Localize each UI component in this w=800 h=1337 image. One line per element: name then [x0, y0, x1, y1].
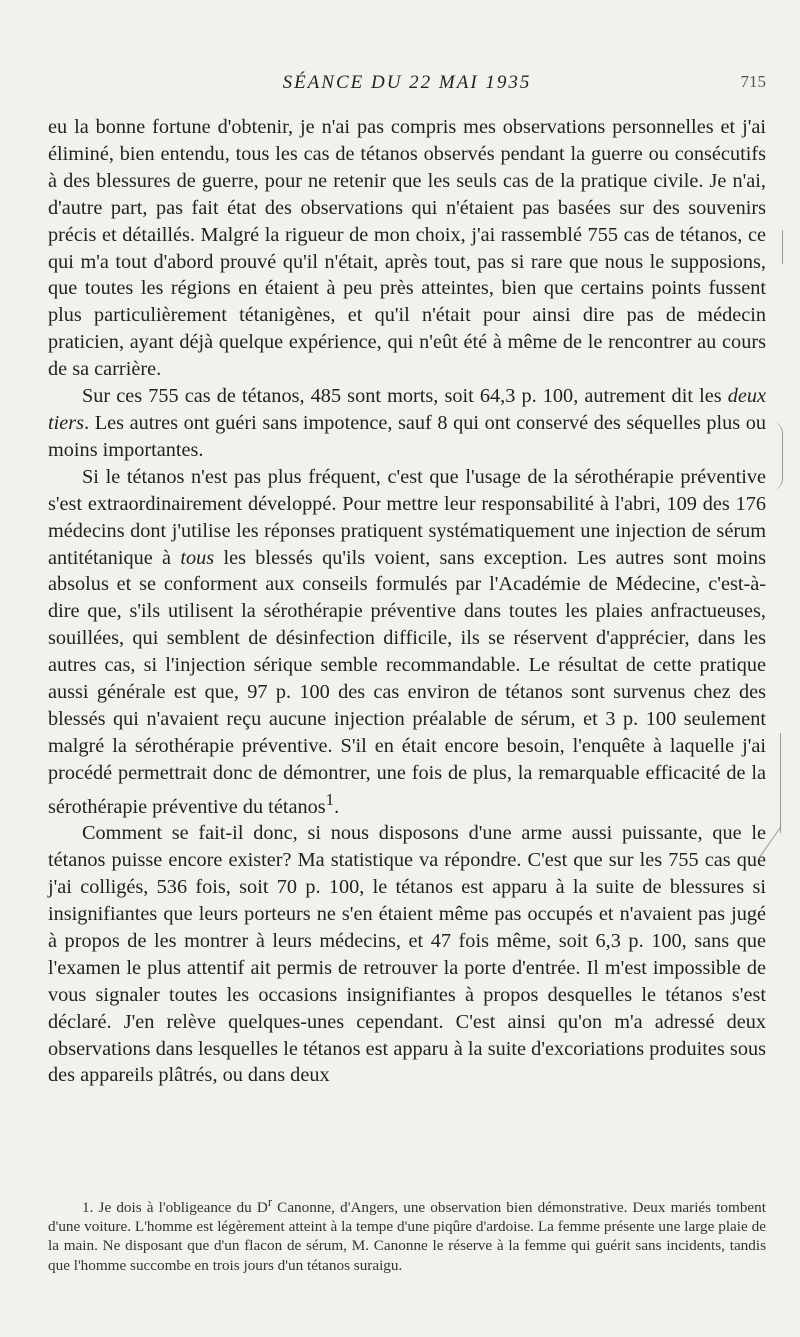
paragraph — [48, 464, 766, 821]
superscript: r — [267, 1195, 273, 1209]
margin-pencil-mark — [772, 230, 783, 268]
text-run: Comment se fait-il donc, si nous disposons d'une arme aussi puissante, que le tétanos puisse encore exister? Ma statistique va répondre. C'est que sur les 755 cas que j'ai colligés, 536 fois, soit 70 p. 100, le tétanos est apparu à la suite de blessures si insignifiantes que leurs porteurs ne s'en étaient même pas occupés et n'avaient pas jugé à propos de les montrer à leurs médecins, et 47 fois même, soit 6,3 p. 100, sans que l'examen le plus attentif ait permis de retrouver la porte d'entrée. Il m'est impossible de vous signaler toutes les occasions insignifiantes à propos desquelles le tétanos s'est déclaré. J'en relève quelques-unes cependant. C'est ainsi qu'on m'a adressé deux observations dans lesquelles le tétanos est apparu à la suite d'excoriations produites sous des appareils plâtrés, ou dans deux — [48, 822, 766, 1087]
text-run: Si le tétanos n'est pas plus fréquent, c'est que l'usage de la sérothérapie préventive s'est extraordinairement développé. Pour mettre leur responsabilité à l'abri, 109 des 176 médecins dont j'utilise les réponses pratiquent systématiquement une injection de sérum antitétanique à — [48, 465, 766, 569]
text-run: . Les autres ont guéri sans impotence, sauf 8 qui ont conservé des séquelles plus ou moins importantes. — [48, 411, 766, 461]
paragraph — [48, 383, 766, 464]
paragraph — [48, 820, 766, 1089]
running-header — [48, 72, 766, 98]
superscript: 1 — [325, 789, 335, 809]
body-text — [48, 114, 766, 1089]
text-run: . — [334, 795, 340, 818]
footnote — [48, 1193, 766, 1275]
italic-text: tous — [180, 546, 215, 569]
text-run: eu la bonne fortune d'obtenir, je n'ai pas compris mes observations personnelles et j'ai éliminé, bien entendu, tous les cas de tétanos observés pendant la guerre ou consécutifs à des blessures de guerre, pour ne retenir que les seuls cas de la pratique civile. Je n'ai, d'autre part, pas fait état des observations qui n'étaient pas basées sur des souvenirs précis et détaillés. Malgré la rigueur de mon choix, j'ai rassemblé 755 cas de tétanos, ce qui m'a tout d'abord prouvé qu'il n'était, après tout, pas si rare que nous le supposions, que toutes les régions en étaient à peu près atteintes, bien que certains points fussent plus particulièrement tétanigènes, et qu'il n'était pour ainsi dire pas de médecin praticien, ayant déjà quelque expérience, qui n'eût été à même de le rencontrer au cours de sa carrière. — [48, 116, 766, 381]
page-number: 715 — [740, 72, 766, 91]
text-run: Sur ces 755 cas de tétanos, 485 sont morts, soit 64,3 p. 100, autrement dit les — [82, 385, 728, 408]
page-header-title: SÉANCE DU 22 MAI 1935 — [282, 72, 532, 93]
italic-text: deux tiers — [48, 385, 766, 434]
margin-pencil-mark — [770, 733, 781, 833]
text-run: 1. Je dois à l'obligeance du D — [82, 1199, 268, 1217]
text-run: Canonne, d'Angers, une observation bien démonstrative. Deux mariés tombent d'une voiture. L'homme est légèrement atteint à la tempe d'une piqûre d'ardoise. La femme présente une large plaie de la main. Ne disposant que d'un flacon de sérum, M. Canonne le réserve à la femme qui guérit sans incidents, tandis que l'homme succombe en trois jours d'un tétanos suraigu. — [48, 1199, 766, 1274]
text-run: les blessés qu'ils voient, sans exception. Les autres sont moins absolus et se conforment aux conseils formulés par l'Académie de Médecine, c'est-à-dire que, s'ils utilisent la sérothérapie préventive dans toutes les plaies anfractueuses, souillées, qui semblent de désinfection difficile, ils se réservent d'apprécier, dans les autres cas, si l'injection sérique semble recommandable. Le résultat de cette pratique aussi générale est que, 97 p. 100 des cas environ de tétanos sont survenus chez des blessés qui n'avaient reçu aucune injection préalable de sérum, et 3 p. 100 seulement malgré la sérothérapie préventive. S'il en était encore besoin, l'enquête à laquelle j'ai procédé permettrait donc de démontrer, une fois de plus, la remarquable efficacité de la sérothérapie préventive du tétanos — [48, 546, 766, 818]
footnotes — [48, 1193, 766, 1275]
paragraph — [48, 114, 766, 383]
margin-pencil-mark — [772, 422, 783, 490]
